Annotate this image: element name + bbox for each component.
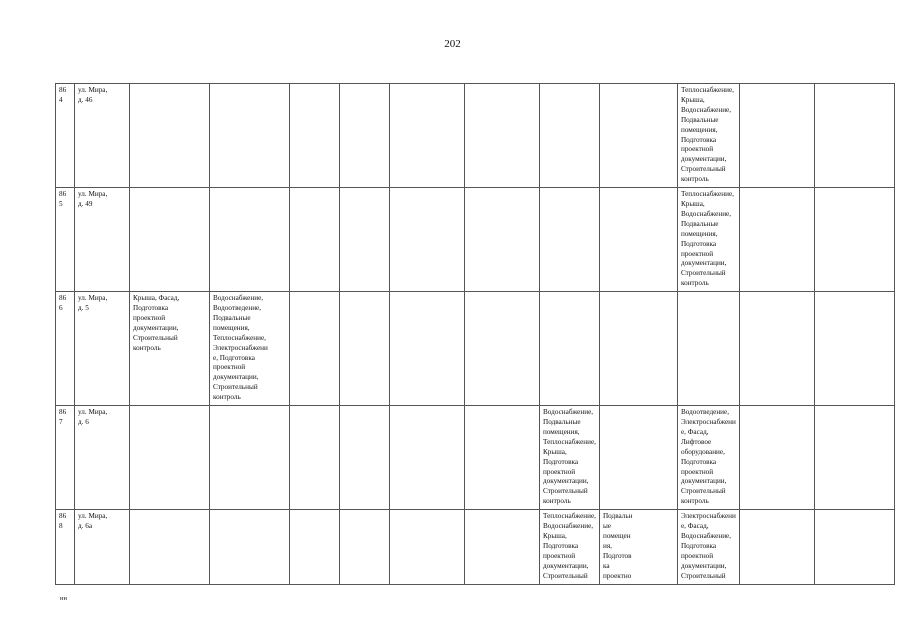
work-cell [739,406,814,510]
work-cell: Теплоснабжение, Крыша, Водоснабжение, Подвальные помещения, Подготовка проектной документации, Строительный контроль [677,84,739,188]
work-cell [290,510,340,584]
work-cell [739,188,814,292]
work-cell [465,510,540,584]
empty-cell [814,406,894,510]
work-cell [465,292,540,406]
table-row [56,406,895,510]
work-cell [340,292,390,406]
work-cell [739,84,814,188]
work-cell [599,84,677,188]
work-cell [290,84,340,188]
work-cell [739,292,814,406]
address-cell: ул. Мира, д. 46 [75,84,130,188]
work-cell: Теплоснабжение, Водоснабжение, Крыша, Подготовка проектной документации, Строительный [540,510,600,584]
table-row [56,292,895,406]
work-cell [340,510,390,584]
work-cell [210,188,290,292]
work-cell: Водоотведение, Электроснабжени е, Фасад, Лифтовое оборудование, Подготовка проектной документации, Строительный контроль [677,406,739,510]
work-cell [130,406,210,510]
work-cell [599,406,677,510]
work-cell [210,84,290,188]
address-cell: ул. Мира, д. 6а [75,510,130,584]
work-cell [599,292,677,406]
address-cell: ул. Мира, д. 6 [75,406,130,510]
work-cell [540,188,600,292]
work-cell [210,510,290,584]
table-row [56,188,895,292]
empty-cell [814,510,894,584]
work-cell: Подвальн ые помещен ия, Подготов ка проектно [599,510,677,584]
work-cell [465,84,540,188]
work-cell [390,292,465,406]
address-cell: ул. Мира, д. 49 [75,188,130,292]
work-cell [465,188,540,292]
table-row [56,84,895,188]
work-cell [130,84,210,188]
empty-cell [814,188,894,292]
table-row [56,510,895,584]
work-cell [340,406,390,510]
work-cell [390,84,465,188]
work-cell [677,292,739,406]
work-cell [130,188,210,292]
work-cell [390,406,465,510]
empty-cell [814,292,894,406]
work-cell: Крыша, Фасад, Подготовка проектной документации, Строительный контроль [130,292,210,406]
work-cell: Водоснабжение, Подвальные помещения, Теплоснабжение, Крыша, Подготовка проектной документации, Строительный контроль [540,406,600,510]
row-number-cell: 86 7 [56,406,75,510]
work-cell [465,406,540,510]
work-cell [340,188,390,292]
footer-mark: нн [60,595,67,602]
work-cell: Водоснабжение, Водоотведение, Подвальные помещения, Теплоснабжение, Электроснабжени е, Подготовка проектной документации, Строительный контроль [210,292,290,406]
work-cell [390,510,465,584]
work-cell [290,406,340,510]
row-number-cell: 86 4 [56,84,75,188]
page-number: 202 [444,38,461,50]
address-cell: ул. Мира, д. 5 [75,292,130,406]
work-cell [540,84,600,188]
work-cell [290,188,340,292]
work-cell [390,188,465,292]
schedule-table [55,83,895,585]
work-cell [540,292,600,406]
work-cell [210,406,290,510]
work-cell [340,84,390,188]
work-cell [290,292,340,406]
work-cell [599,188,677,292]
work-cell [739,510,814,584]
work-cell: Электроснабжени е, Фасад, Водоснабжение, Подготовка проектной документации, Строительный [677,510,739,584]
row-number-cell: 86 5 [56,188,75,292]
row-number-cell: 86 8 [56,510,75,584]
empty-cell [814,84,894,188]
row-number-cell: 86 6 [56,292,75,406]
work-cell [130,510,210,584]
work-cell: Теплоснабжение, Крыша, Водоснабжение, Подвальные помещения, Подготовка проектной документации, Строительный контроль [677,188,739,292]
